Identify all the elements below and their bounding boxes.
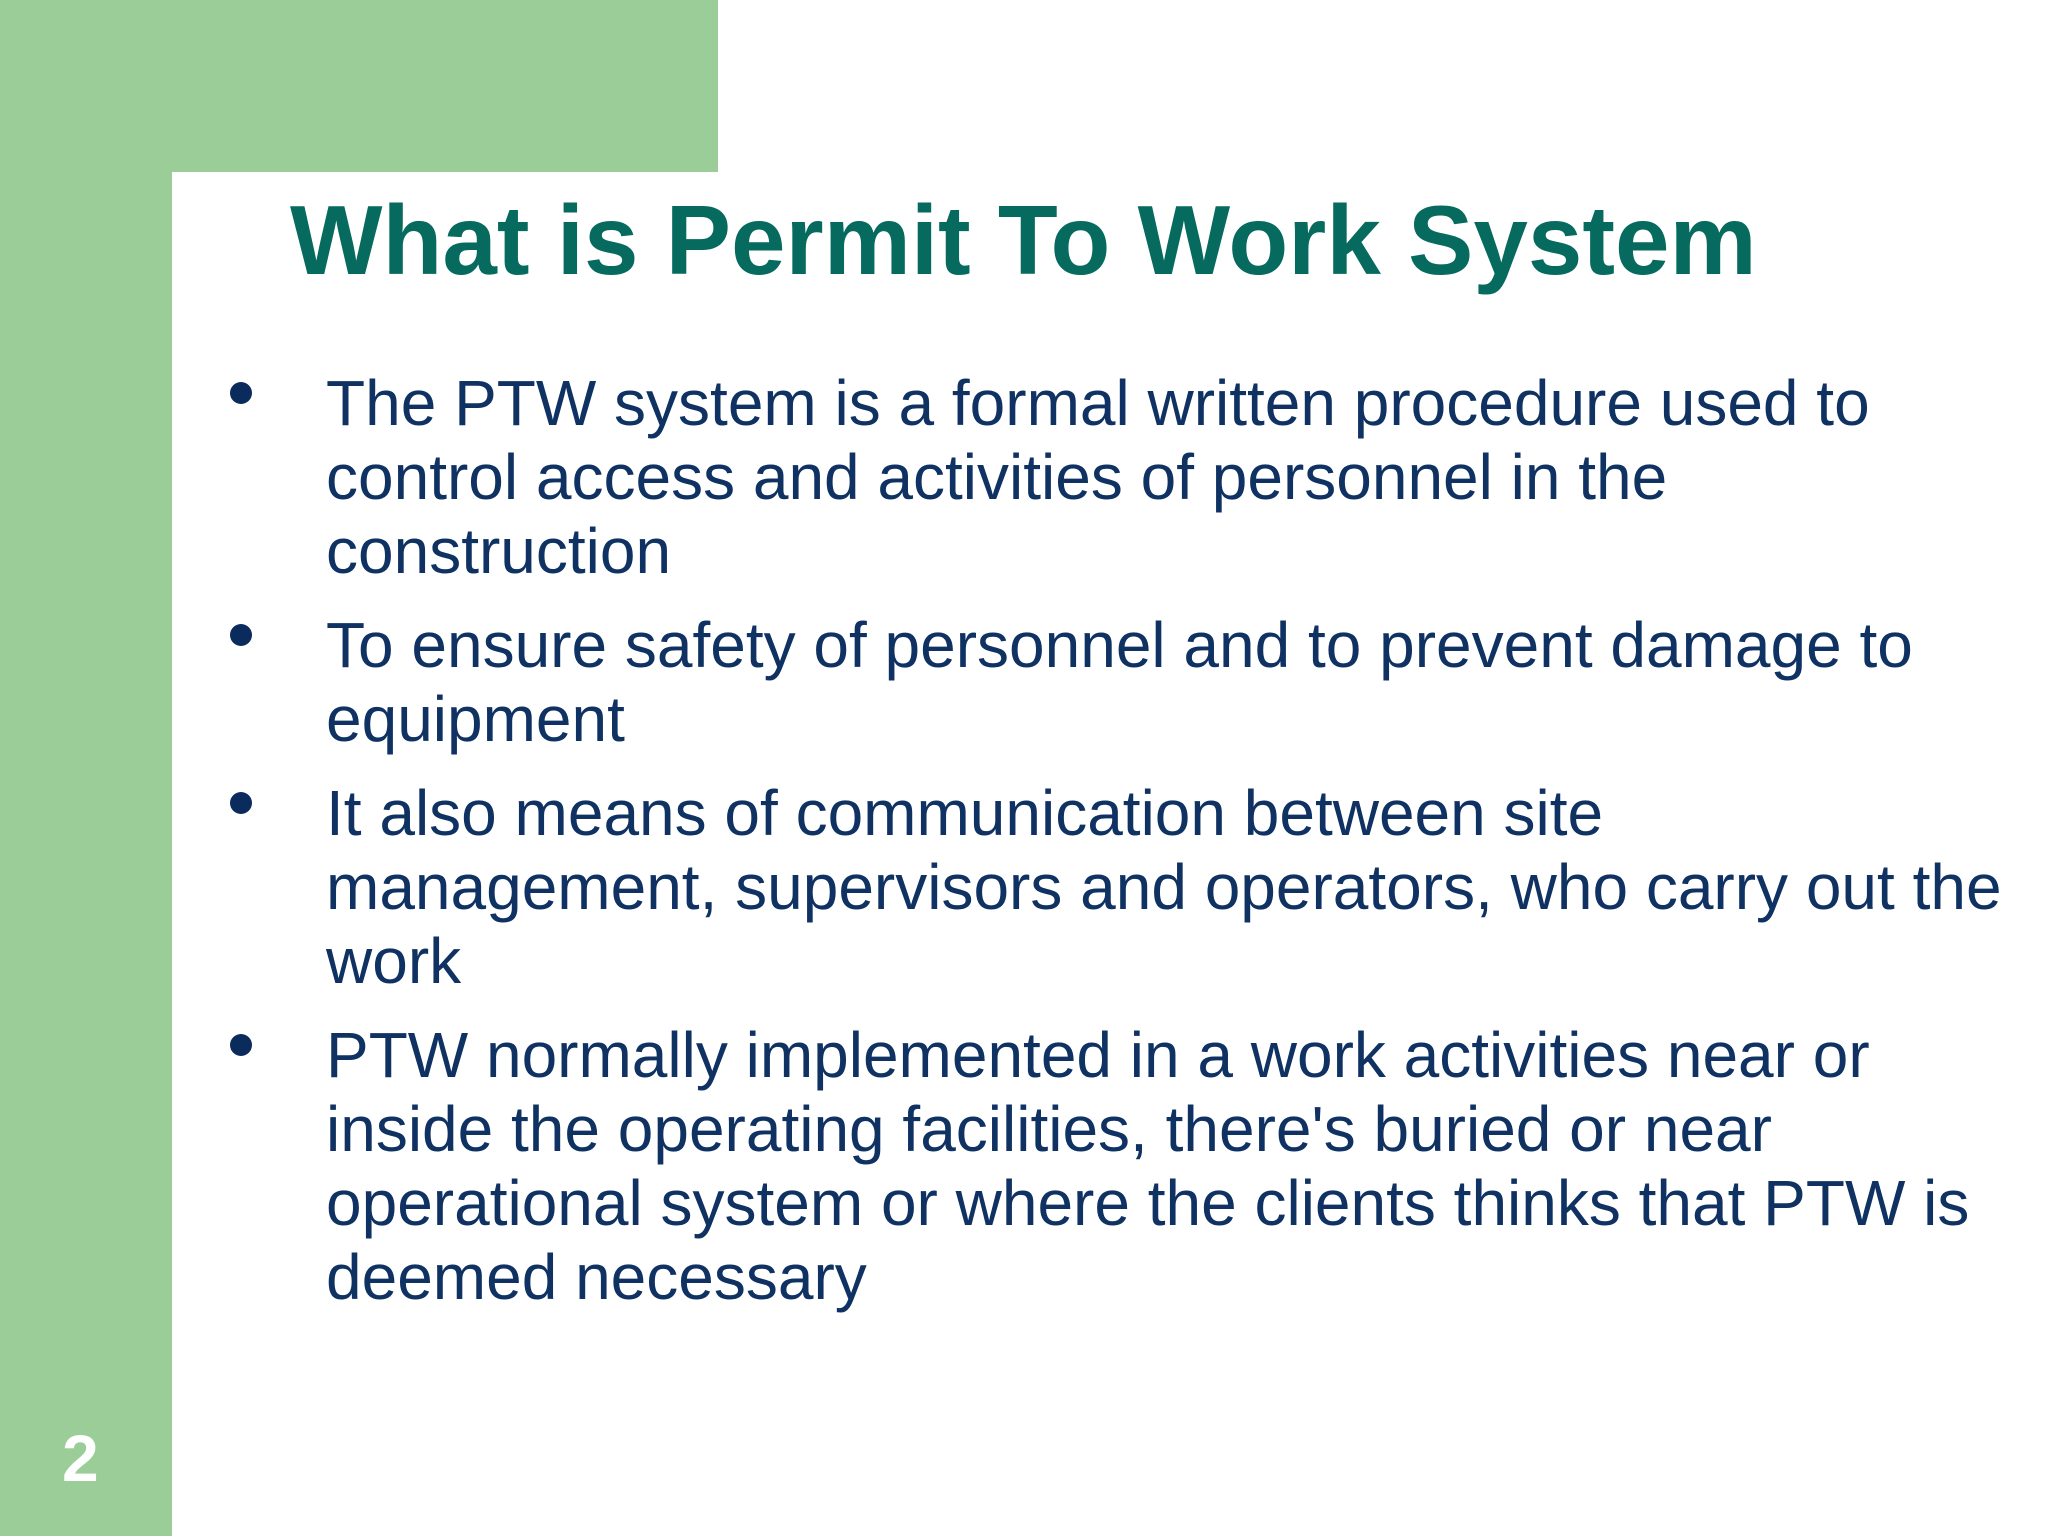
bullet-icon: [230, 624, 252, 646]
bullet-item: [222, 366, 2002, 588]
slide-title: What is Permit To Work System: [290, 185, 1757, 295]
slide-number: 2: [62, 1421, 99, 1495]
bullet-item: [222, 776, 2002, 998]
bullet-text: To ensure safety of personnel and to prevent damage to equipment: [326, 609, 1913, 755]
bullet-icon: [230, 382, 252, 404]
bullet-text: The PTW system is a formal written procedure used to control access and activities of personnel in the construction: [326, 367, 1870, 587]
bullet-text: It also means of communication between site management, supervisors and operators, who carry out the work: [326, 777, 2002, 997]
bullet-item: [222, 1018, 2002, 1314]
bullet-item: [222, 608, 2002, 756]
bullet-text: PTW normally implemented in a work activities near or inside the operating facilities, there's buried or near operational system or where the clients thinks that PTW is deemed necessary: [326, 1019, 1970, 1313]
bullet-icon: [230, 792, 252, 814]
bullet-icon: [230, 1034, 252, 1056]
bullet-list: [222, 366, 2002, 1334]
decorative-green-band-left: [0, 0, 172, 1536]
